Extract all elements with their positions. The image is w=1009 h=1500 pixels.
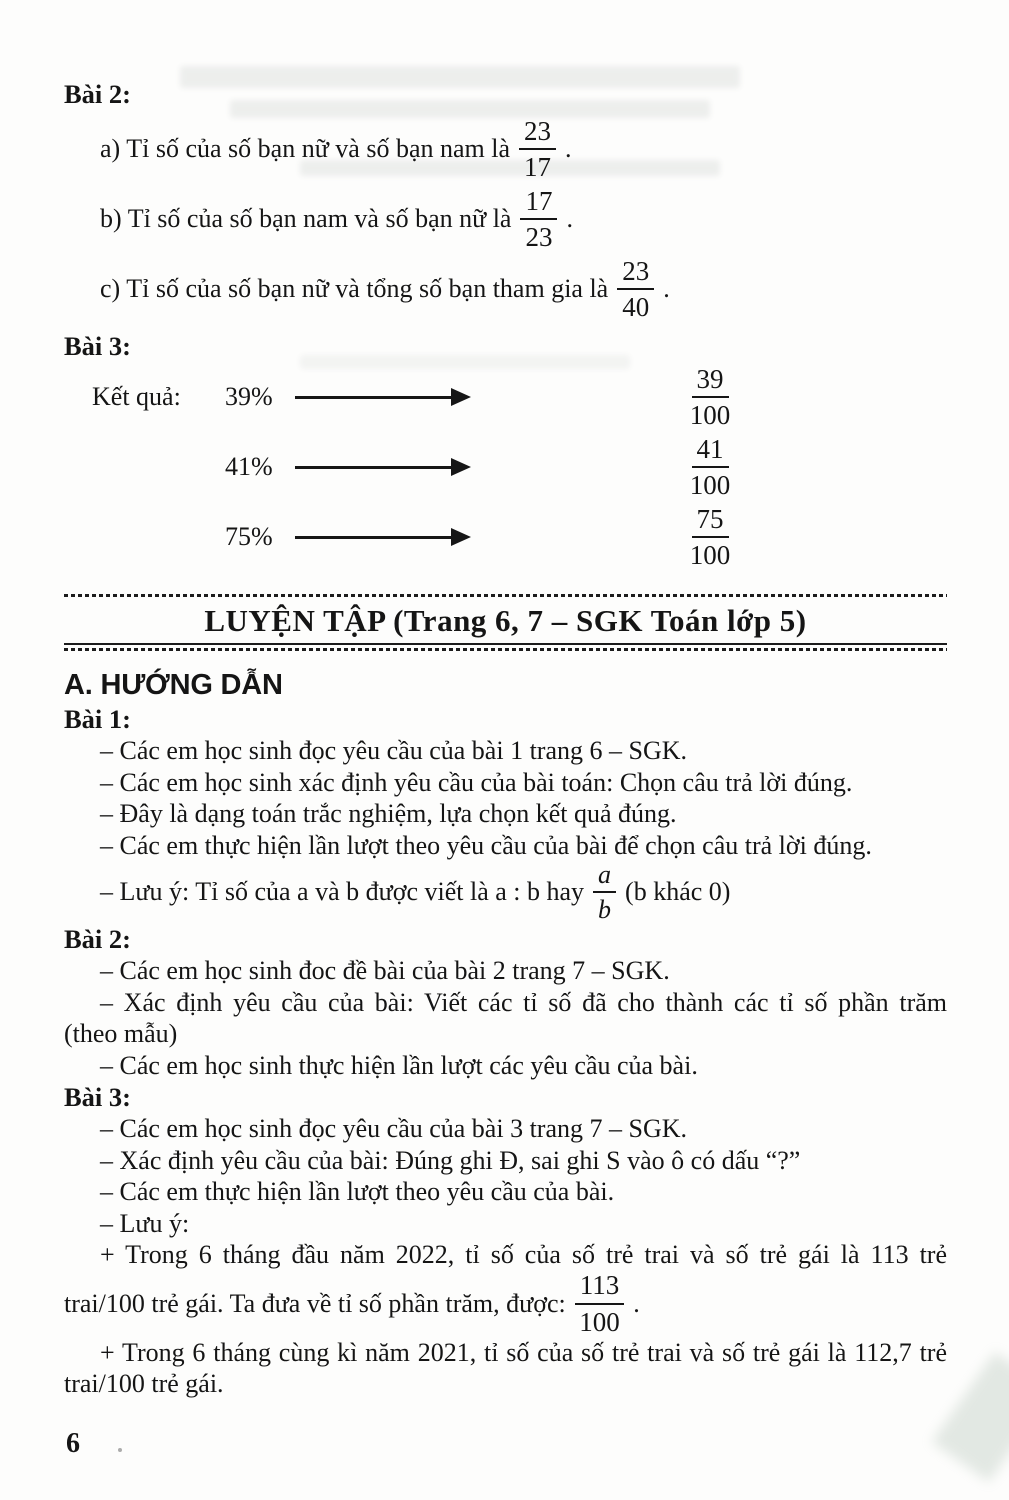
- solution-bai3-title: Bài 3:: [64, 331, 131, 361]
- guide-note1-line2: [64, 1271, 947, 1337]
- guide-line: – Lưu ý:: [100, 1208, 190, 1238]
- guide-bai2-title: Bài 2:: [64, 924, 131, 954]
- scan-speck-artifact: [118, 1448, 122, 1452]
- fraction-denominator: 23: [525, 222, 553, 252]
- fraction-denominator: 100: [689, 540, 731, 570]
- fraction-39-100: [482, 364, 938, 430]
- guide-line: – Các em học sinh đọc yêu cầu của bài 3 trang 7 – SGK.: [100, 1114, 688, 1143]
- guide-note2-line2: trai/100 trẻ gái.: [64, 1369, 224, 1398]
- guide-line: – Xác định yêu cầu của bài: Đúng ghi Đ, sai ghi S vào ô có dấu “?”: [100, 1145, 801, 1175]
- solution-line-a: [100, 114, 947, 184]
- fraction-17-23: [520, 186, 557, 252]
- guide-note2-line1: + Trong 6 tháng cùng kì năm 2021, tỉ số của số trẻ trai và số trẻ gái là 112,7 trẻ: [100, 1337, 947, 1367]
- fraction-denominator: 40: [622, 292, 650, 322]
- percent-value: 39%: [225, 382, 273, 411]
- note-text: trai/100 trẻ gái. Ta đưa về tỉ số phần trăm, được:: [64, 1288, 566, 1318]
- section-header: [64, 594, 947, 651]
- guide-line: – Đây là dạng toán trắc nghiệm, lựa chọn kết quả đúng.: [100, 799, 677, 828]
- fraction-denominator: 100: [579, 1306, 620, 1337]
- guide-line: – Các em học sinh đọc yêu cầu của bài 1 trang 6 – SGK.: [100, 736, 688, 765]
- fraction-denominator: 17: [524, 152, 552, 182]
- note-text-after: .: [633, 1288, 640, 1318]
- solution-line-c-text: c) Tỉ số của số bạn nữ và tổng số bạn tham gia là: [100, 274, 609, 303]
- page-number: 6: [66, 1428, 80, 1459]
- solution-bai2-title: Bài 2:: [64, 79, 131, 109]
- guide-bai3-title: Bài 3:: [64, 1082, 131, 1112]
- solution-line-a-text: a) Tỉ số của số bạn nữ và số bạn nam là: [100, 134, 511, 163]
- solution-line-c: [100, 254, 947, 324]
- guide-line: – Các em học sinh đoc đề bài của bài 2 trang 7 – SGK.: [100, 956, 670, 985]
- fraction-numerator: 23: [617, 256, 654, 290]
- percent-value: 75%: [225, 522, 273, 551]
- solution-line-a-period: .: [565, 134, 572, 163]
- percent-value: 41%: [225, 452, 273, 481]
- fraction-numerator: 17: [520, 186, 557, 220]
- fraction-numerator: 23: [519, 116, 556, 150]
- result-row-75: [92, 502, 947, 572]
- fraction-numerator: 41: [692, 434, 729, 468]
- right-arrow-icon: [295, 396, 453, 399]
- fraction-numerator: 113: [575, 1270, 625, 1304]
- guide-note1-line1: + Trong 6 tháng đầu năm 2022, tỉ số của số trẻ trai và số trẻ gái là 113 trẻ: [100, 1240, 947, 1269]
- fraction-numerator: 39: [692, 364, 729, 398]
- fraction-denominator: 100: [689, 470, 731, 500]
- guide-line: – Các em thực hiện lần lượt theo yêu cầu của bài để chọn câu trả lời đúng.: [100, 830, 872, 860]
- right-arrow-icon: [295, 466, 453, 469]
- fraction-75-100: [482, 504, 938, 570]
- guide-line: – Xác định yêu cầu của bài: Viết các tỉ số đã cho thành các tỉ số phần trăm: [100, 987, 947, 1017]
- result-row-39: [92, 362, 947, 432]
- guide-heading: A. HƯỚNG DẪN: [64, 669, 283, 701]
- solution-line-b-text: b) Tỉ số của số bạn nam và số bạn nữ là: [100, 204, 512, 233]
- fraction-denominator: b: [598, 895, 612, 924]
- fraction-23-17: [519, 116, 556, 182]
- fraction-113-100: [575, 1270, 625, 1336]
- fraction-a-b: [593, 860, 616, 924]
- guide-bai1-title: Bài 1:: [64, 704, 131, 734]
- solution-line-b-period: .: [566, 204, 573, 233]
- section-title: LUYỆN TẬP (Trang 6, 7 – SGK Toán lớp 5): [64, 597, 947, 645]
- note-text-after: (b khác 0): [625, 877, 731, 906]
- guide-line: – Các em học sinh xác định yêu cầu của bài toán: Chọn câu trả lời đúng.: [100, 767, 853, 797]
- solution-line-c-period: .: [663, 274, 670, 303]
- note-text: – Lưu ý: Tỉ số của a và b được viết là a : b hay: [100, 877, 585, 906]
- fraction-23-40: [617, 256, 654, 322]
- page-content: [64, 0, 947, 1400]
- fraction-41-100: [482, 434, 938, 500]
- guide-line: – Các em học sinh thực hiện lần lượt các yêu cầu của bài.: [100, 1050, 698, 1080]
- guide-line: – Các em thực hiện lần lượt theo yêu cầu của bài.: [100, 1177, 615, 1206]
- result-row-41: [92, 432, 947, 502]
- fraction-denominator: 100: [689, 400, 731, 430]
- solution-line-b: [100, 184, 947, 254]
- fraction-numerator: 75: [692, 504, 729, 538]
- guide-line: (theo mẫu): [64, 1019, 178, 1048]
- result-label: Kết quả:: [92, 382, 181, 411]
- right-arrow-icon: [295, 536, 453, 539]
- guide-bai1-note: [64, 861, 947, 923]
- dotted-divider: [64, 648, 947, 651]
- fraction-numerator: a: [593, 860, 616, 893]
